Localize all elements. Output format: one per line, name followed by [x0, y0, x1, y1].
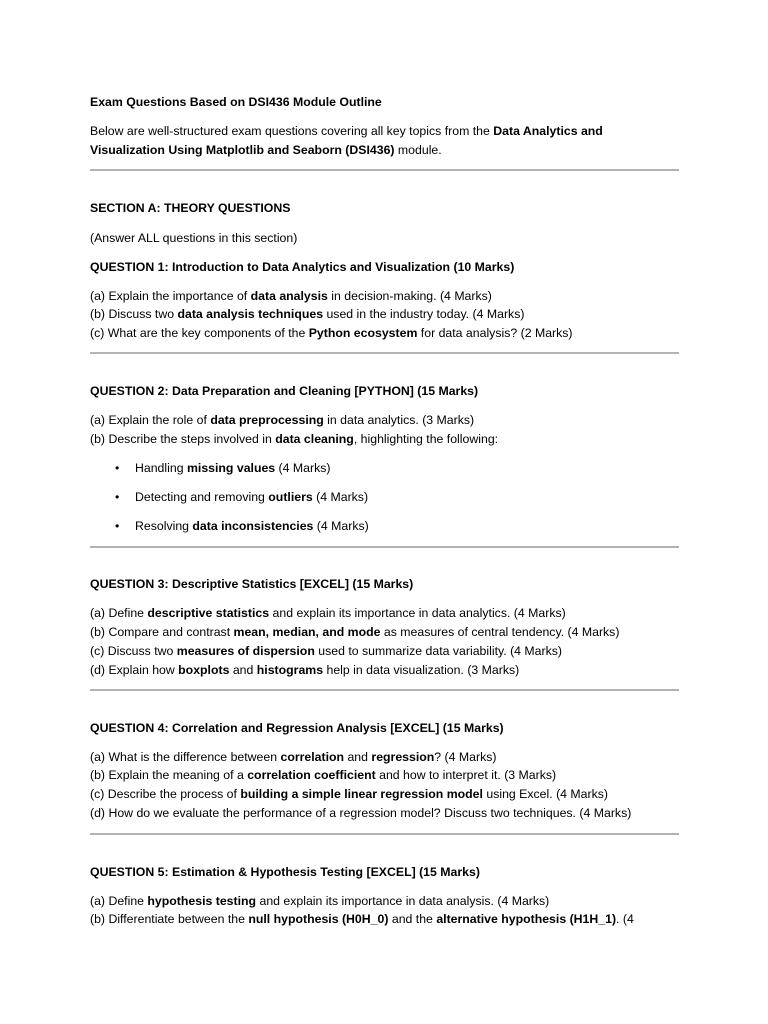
section-a-heading: SECTION A: THEORY QUESTIONS — [90, 201, 291, 215]
q1-part-b: (b) Discuss two data analysis techniques used in the industry today. (4 Marks) — [90, 307, 525, 321]
divider — [90, 169, 679, 171]
q2-part-a: (a) Explain the role of data preprocessing in data analytics. (3 Marks) — [90, 413, 475, 427]
q4-heading: QUESTION 4: Correlation and Regression Analysis [EXCEL] (15 Marks) — [90, 721, 504, 735]
q2-part-b: (b) Describe the steps involved in data cleaning, highlighting the following: — [90, 432, 499, 446]
q2-bullet-item: • Resolving data inconsistencies (4 Marks) — [135, 517, 369, 536]
q5-part-a: (a) Define hypothesis testing and explain its importance in data analysis. (4 Marks) — [90, 894, 550, 908]
q2-bullet-item: • Handling missing values (4 Marks) — [135, 459, 330, 478]
q4-part-b: (b) Explain the meaning of a correlation coefficient and how to interpret it. (3 Marks) — [90, 768, 557, 782]
divider — [90, 833, 679, 835]
divider — [90, 546, 679, 548]
q3-part-a: (a) Define descriptive statistics and explain its importance in data analytics. (4 Marks) — [90, 606, 566, 620]
bullet-icon: • — [115, 490, 120, 504]
divider — [90, 689, 679, 691]
q5-heading: QUESTION 5: Estimation & Hypothesis Testing [EXCEL] (15 Marks) — [90, 865, 480, 879]
section-a-instruction: (Answer ALL questions in this section) — [90, 231, 298, 245]
q4-part-c: (c) Describe the process of building a simple linear regression model using Excel. (4 Marks) — [90, 787, 609, 801]
q5-part-b: (b) Differentiate between the null hypothesis (H0H_0) and the alternative hypothesis (H1H_1). (4 — [90, 912, 634, 926]
bullet-icon: • — [115, 461, 120, 475]
q4-part-a: (a) What is the difference between correlation and regression? (4 Marks) — [90, 750, 497, 764]
document-title: Exam Questions Based on DSI436 Module Outline — [90, 95, 382, 109]
q3-part-b: (b) Compare and contrast mean, median, and mode as measures of central tendency. (4 Marks) — [90, 625, 620, 639]
bullet-icon: • — [115, 519, 120, 533]
q2-bullet-item: • Detecting and removing outliers (4 Marks) — [135, 488, 368, 507]
q3-part-d: (d) Explain how boxplots and histograms help in data visualization. (3 Marks) — [90, 663, 520, 677]
q4-part-d: (d) How do we evaluate the performance of a regression model? Discuss two techniques. (4 Marks) — [90, 806, 632, 820]
divider — [90, 352, 679, 354]
q1-part-a: (a) Explain the importance of data analysis in decision-making. (4 Marks) — [90, 289, 492, 303]
intro-paragraph: Below are well-structured exam questions covering all key topics from the Data Analytics and Visualization Using Matplotlib and Seaborn (DSI436) module. — [90, 124, 603, 157]
q1-heading: QUESTION 1: Introduction to Data Analytics and Visualization (10 Marks) — [90, 260, 515, 274]
q1-part-c: (c) What are the key components of the Python ecosystem for data analysis? (2 Marks) — [90, 326, 573, 340]
q2-heading: QUESTION 2: Data Preparation and Cleaning [PYTHON] (15 Marks) — [90, 384, 479, 398]
q3-heading: QUESTION 3: Descriptive Statistics [EXCEL] (15 Marks) — [90, 577, 414, 591]
q3-part-c: (c) Discuss two measures of dispersion used to summarize data variability. (4 Marks) — [90, 644, 562, 658]
